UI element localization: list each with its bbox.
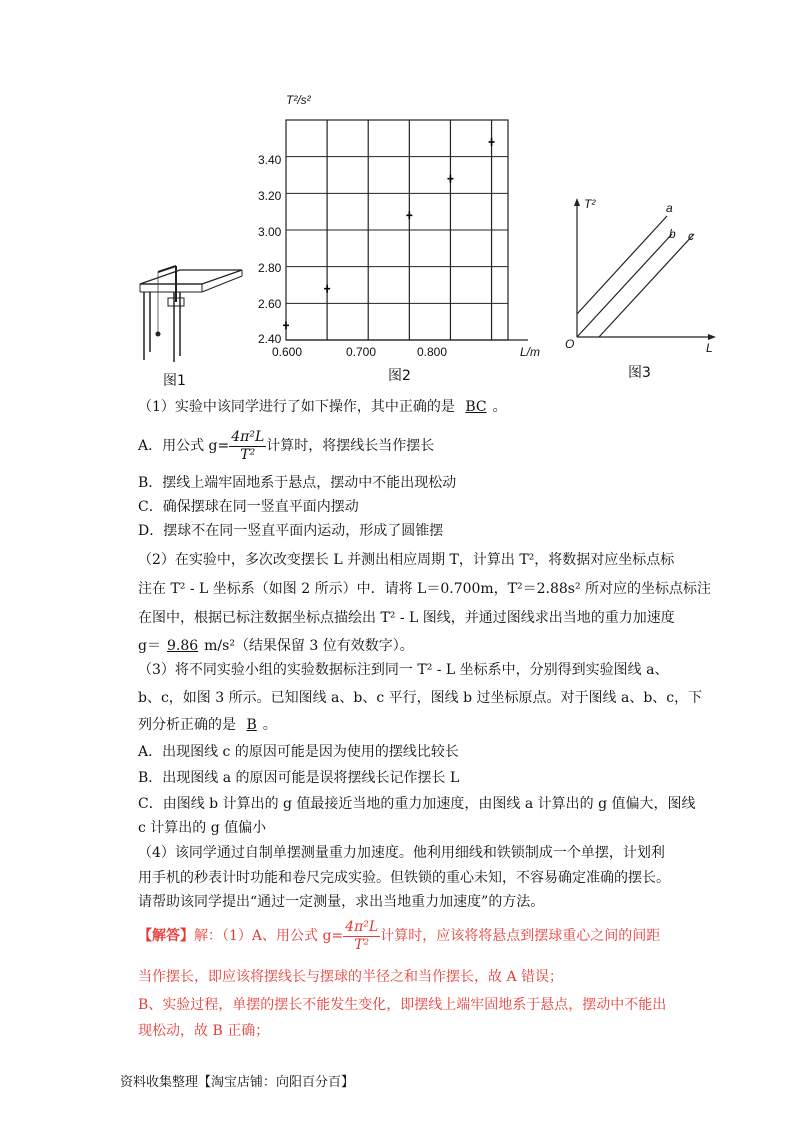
- x-tick-label: 0.700: [346, 345, 377, 359]
- x-tick-label: 0.600: [272, 345, 303, 359]
- formula-fraction: $\frac{\text{4π²L}}{\text{T²}}$: [231, 428, 265, 463]
- fig3-y-axis-label: T²: [584, 197, 596, 211]
- q2-line-2: 注在 T² - L 坐标系（如图 2 所示）中．请将 L＝0.700m，T²＝2.88s² 所对应的坐标点标注: [138, 581, 712, 597]
- q1-stem: （1）实验中该同学进行了如下操作，其中正确的是 BC 。: [138, 399, 507, 415]
- q4-line-1: （4）该同学通过自制单摆测量重力加速度。他利用细线和铁锁制成一个单摆，计划利: [138, 845, 665, 861]
- line-b-label: b: [669, 227, 676, 241]
- q1-answer: BC: [465, 399, 487, 415]
- q3-line-2: b、c，如图 3 所示。已知图线 a、b、c 平行，图线 b 过坐标原点。对于图线 a、b、c，下: [138, 690, 703, 706]
- line-b: [577, 234, 672, 337]
- q3-line-3: 列分析正确的是 B 。: [138, 717, 277, 733]
- y-tick-label: 2.60: [258, 297, 282, 311]
- y-tick-label: 3.00: [258, 225, 282, 239]
- solution-line-2: 当作摆长，即应该将摆线长与摆球的半径之和当作摆长，故 A 错误；: [138, 969, 564, 985]
- solution-fraction: $\frac{\text{4π²L}}{\text{T²}}$: [345, 918, 379, 953]
- chart-grid: [286, 120, 528, 340]
- solution-line-4: 现松动，故 B 正确；: [138, 1023, 270, 1039]
- chart-points: [283, 138, 495, 329]
- q2-answer: 9.86: [166, 638, 199, 654]
- q3-option-b: B．出现图线 a 的原因可能是误将摆线长记作摆长 L: [138, 770, 460, 786]
- line-a: [577, 216, 667, 314]
- line-c: [599, 234, 694, 337]
- figure-1-apparatus: [130, 262, 250, 370]
- q2-line-3: 在图中，根据已标注数据坐标点描绘出 T² - L 图线，并通过图线求出当地的重力加速度: [138, 610, 675, 626]
- y-tick-label: 3.20: [258, 189, 282, 203]
- chart-x-axis-label: L/m: [520, 345, 541, 359]
- q3-option-c: C．由图线 b 计算出的 g 值最接近当地的重力加速度，由图线 a 计算出的 g 值偏大，图线: [138, 796, 696, 812]
- q3-line-1: （3）将不同实验小组的实验数据标注到同一 T² - L 坐标系中，分别得到实验图线 a、: [138, 662, 669, 678]
- q1-option-d: D．摆球不在同一竖直平面内运动，形成了圆锥摆: [138, 523, 444, 539]
- q4-line-3: 请帮助该同学提出“通过一定测量，求出当地重力加速度”的方法。: [138, 894, 545, 910]
- q2-line-1: （2）在实验中，多次改变摆长 L 并测出相应周期 T，计算出 T²，将数据对应坐标点标: [138, 552, 675, 568]
- q1-option-c: C．确保摆球在同一竖直平面内摆动: [138, 499, 359, 515]
- data-point: [406, 211, 412, 219]
- solution-line-1: 【解答】解：（1）A、用公式 g= $\frac{\text{4π²L}}{\text{T²}}$ 计算时，应该将将悬点到摆球重心之间的间距: [138, 918, 661, 953]
- data-point: [283, 321, 289, 329]
- q3-answer: B: [246, 717, 257, 733]
- fig3-x-axis-label: L: [706, 341, 713, 355]
- data-point: [324, 285, 330, 293]
- q3-option-a: A．出现图线 c 的原因可能是因为使用的摆线比较长: [138, 744, 459, 760]
- y-tick-label: 2.80: [258, 261, 282, 275]
- y-tick-label: 3.40: [258, 153, 282, 167]
- q1-option-a: A．用公式 g= $\frac{\text{4π²L}}{\text{T²}}$ 计算时，将摆线长当作摆长: [138, 428, 435, 463]
- data-point: [489, 138, 495, 146]
- line-c-label: c: [688, 229, 694, 243]
- line-a-label: a: [666, 201, 673, 215]
- y-tick-label: 2.40: [258, 332, 282, 346]
- figure-3-caption: 图3: [628, 365, 651, 381]
- figure-2-chart: [258, 90, 560, 365]
- figure-2-caption: 图2: [388, 368, 411, 384]
- q4-line-2: 用手机的秒表计时功能和卷尺完成实验。但铁锁的重心未知，不容易确定准确的摆长。: [138, 870, 670, 886]
- data-point: [447, 175, 453, 183]
- solution-tag: 【解答】: [138, 928, 194, 944]
- figure-1-caption: 图1: [163, 373, 186, 389]
- q2-line-4: g＝ 9.86 m/s²（结果保留 3 位有效数字）。: [138, 638, 414, 654]
- solution-line-3: B、实验过程，单摆的摆长不能发生变化，即摆线上端牢固地系于悬点，摆动中不能出: [138, 997, 667, 1013]
- x-tick-label: 0.800: [417, 345, 448, 359]
- figure-3-graph: [562, 192, 722, 357]
- page-footer: 资料收集整理【淘宝店铺：向阳百分百】: [120, 1075, 355, 1090]
- fig3-origin-label: O: [565, 337, 575, 351]
- q1-option-b: B．摆线上端牢固地系于悬点，摆动中不能出现松动: [138, 475, 457, 491]
- q3-option-c-cont: c 计算出的 g 值偏小: [138, 820, 267, 836]
- chart-y-axis-label: T²/s²: [286, 93, 311, 107]
